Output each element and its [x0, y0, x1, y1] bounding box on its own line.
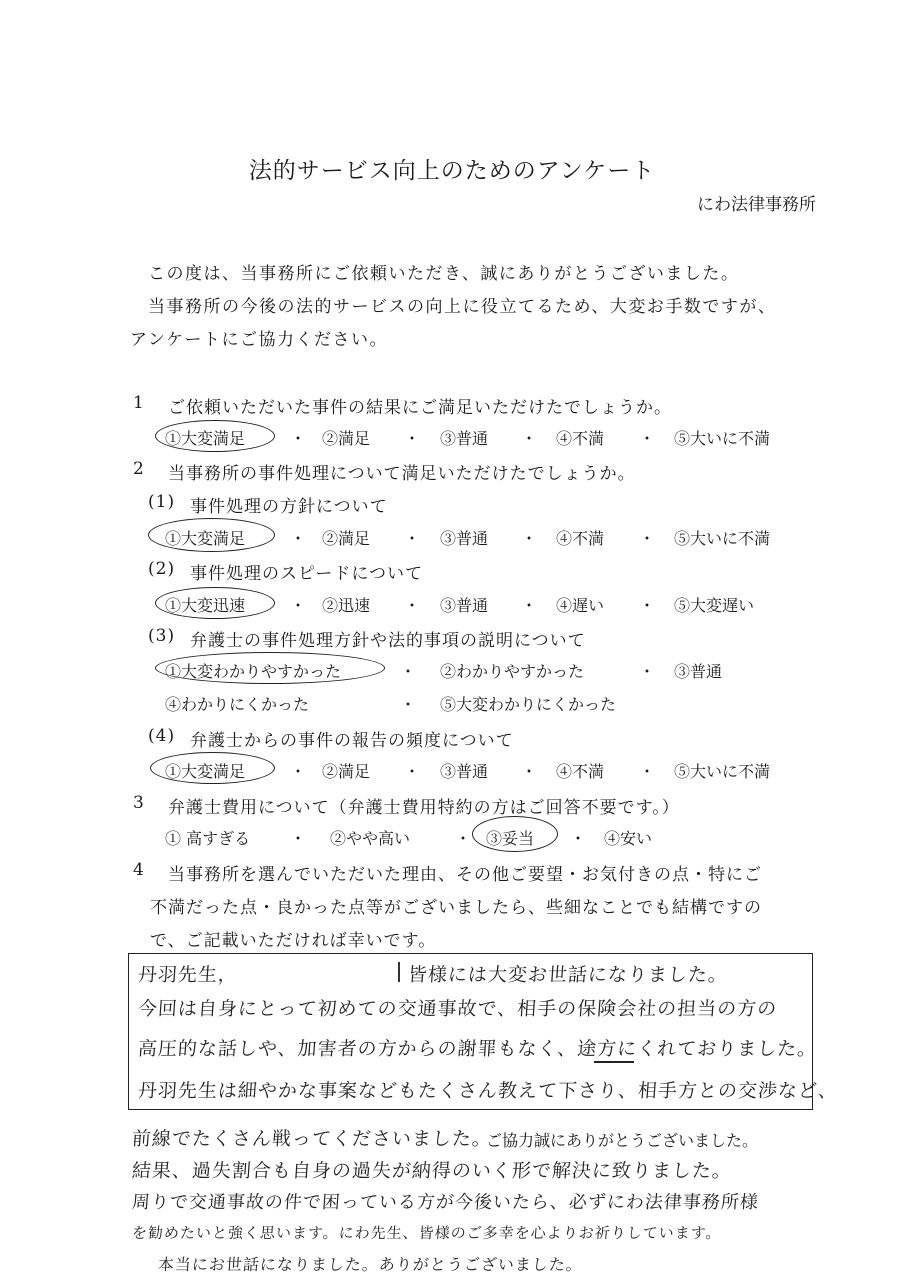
q2-sub3-option-1[interactable]: ①大変わかりやすかった	[165, 662, 342, 681]
q1-option-2[interactable]: ②満足	[322, 429, 371, 448]
q2-sub1-option-3[interactable]: ③普通	[440, 529, 489, 548]
comment-line-4: 高圧的な話しや、加害者の方からの謝罪もなく、途方にくれておりました。	[137, 1038, 818, 1060]
q1-option-1[interactable]: ①大変満足	[165, 429, 246, 448]
office-name: にわ法律事務所	[697, 195, 816, 215]
q2-sub1-option-1[interactable]: ①大変満足	[165, 529, 246, 548]
separator: ・	[404, 762, 421, 781]
q3-option-2[interactable]: ②やや高い	[330, 829, 411, 848]
q2-sub2-option-1[interactable]: ①大変迅速	[165, 596, 246, 615]
q4-line-1: 当事務所を選んでいただいた理由、その他ご要望・お気付きの点・特にご	[168, 865, 762, 885]
q2-sub2-option-4[interactable]: ④遅い	[556, 596, 605, 615]
comment-line-8: 周りで交通事故の件で困っている方が今後いたら、必ずにわ法律事務所様	[131, 1192, 760, 1213]
q2-sub1-selected-circle	[148, 518, 275, 552]
q2-sub4-selected-circle	[150, 752, 275, 784]
q1-option-4[interactable]: ④不満	[556, 429, 605, 448]
separator: ・	[290, 529, 307, 548]
q2-sub1-number: (1)	[148, 492, 176, 512]
comment-line-3: 今回は自身にとって初めての交通事故で、相手の保険会社の担当の方の	[137, 998, 778, 1020]
separator: ・	[400, 695, 417, 714]
q2-number: 2	[133, 459, 145, 479]
comment-line-2: 皆様には大変お世話になりました。	[407, 964, 729, 986]
q2-sub2-option-5[interactable]: ⑤大変遅い	[674, 596, 755, 615]
q1-text: ご依頼いただいた事件の結果にご満足いただけたでしょうか。	[168, 398, 672, 418]
q2-sub4-option-1[interactable]: ①大変満足	[165, 762, 246, 781]
separator: ・	[290, 762, 307, 781]
q2-sub4-text: 弁護士からの事件の報告の頻度について	[190, 731, 514, 751]
q4-line-2: 不満だった点・良かった点等がございましたら、些細なことでも結構ですの	[150, 898, 762, 918]
comment-line-1: 丹羽先生，	[137, 964, 239, 986]
q2-sub2-option-2[interactable]: ②迅速	[322, 596, 371, 615]
intro-line-3: アンケートにご協力ください。	[130, 330, 388, 350]
q2-sub2-text: 事件処理のスピードについて	[190, 564, 423, 584]
separator: ・	[639, 596, 656, 615]
q2-sub1-text: 事件処理の方針について	[190, 497, 388, 517]
separator: ・	[290, 829, 307, 848]
separator: ・	[639, 529, 656, 548]
separator: ・	[639, 429, 656, 448]
q1-option-5[interactable]: ⑤大いに不満	[674, 429, 771, 448]
q2-sub3-text: 弁護士の事件処理方針や法的事項の説明について	[190, 631, 586, 651]
q2-sub3-option-4[interactable]: ④わかりにくかった	[165, 695, 310, 714]
separator: ・	[400, 662, 417, 681]
separator: ・	[404, 429, 421, 448]
q2-sub4-option-2[interactable]: ②満足	[322, 762, 371, 781]
q2-sub3-option-3[interactable]: ③普通	[674, 662, 723, 681]
thanks-message: ご協力誠にありがとうございました。	[486, 1131, 759, 1150]
q2-sub4-option-3[interactable]: ③普通	[440, 762, 489, 781]
comment-line-5: 丹羽先生は細やかな事案などもたくさん教えて下さり、相手方との交渉など、	[137, 1080, 839, 1102]
q3-option-1[interactable]: ① 高すぎる	[165, 829, 251, 848]
q3-number: 3	[133, 793, 145, 813]
comment-line-6: 前線でたくさん戦ってくださいました。	[131, 1128, 493, 1150]
separator: ・	[404, 529, 421, 548]
q4-line-3: で、ご記載いただければ幸いです。	[150, 931, 437, 951]
separator: ・	[521, 529, 538, 548]
separator: ・	[290, 429, 307, 448]
separator: ・	[521, 762, 538, 781]
q2-sub3-option-5[interactable]: ⑤大変わかりにくかった	[440, 695, 617, 714]
separator: ・	[521, 429, 538, 448]
q3-option-3[interactable]: ③妥当	[486, 829, 535, 848]
q2-sub4-number: (4)	[148, 726, 176, 746]
comment-line-10: 本当にお世話になりました。ありがとうございました。	[157, 1255, 584, 1274]
separator: ・	[290, 596, 307, 615]
page-title: 法的サービス向上のためのアンケート	[248, 158, 656, 184]
q1-number: 1	[133, 393, 145, 413]
comment-underline	[594, 1061, 634, 1063]
redaction-mark	[398, 962, 400, 982]
q3-text: 弁護士費用について（弁護士費用特約の方はご回答不要です。）	[168, 798, 680, 818]
q3-selected-circle	[472, 816, 558, 852]
q2-sub3-number: (3)	[148, 626, 176, 646]
separator: ・	[639, 662, 656, 681]
separator: ・	[404, 596, 421, 615]
comment-line-7: 結果、過失割合も自身の過失が納得のいく形で解決に致りました。	[131, 1160, 733, 1182]
separator: ・	[455, 829, 472, 848]
comment-line-9: を勧めたいと強く思います。にわ先生、皆様のご多幸を心よりお祈りしています。	[131, 1224, 723, 1242]
q2-sub1-option-5[interactable]: ⑤大いに不満	[674, 529, 771, 548]
intro-line-2: 当事務所の今後の法的サービスの向上に役立てるため、大変お手数ですが、	[148, 297, 777, 317]
redacted-area	[312, 963, 396, 985]
separator: ・	[639, 762, 656, 781]
q2-sub1-option-2[interactable]: ②満足	[322, 529, 371, 548]
q2-sub2-option-3[interactable]: ③普通	[440, 596, 489, 615]
q2-sub4-option-4[interactable]: ④不満	[556, 762, 605, 781]
q4-number: 4	[133, 860, 145, 880]
q2-sub2-number: (2)	[148, 559, 176, 579]
q1-option-3[interactable]: ③普通	[440, 429, 489, 448]
separator: ・	[521, 596, 538, 615]
q2-sub2-selected-circle	[155, 587, 275, 619]
separator: ・	[570, 829, 587, 848]
q2-sub4-option-5[interactable]: ⑤大いに不満	[674, 762, 771, 781]
q2-sub3-option-2[interactable]: ②わかりやすかった	[440, 662, 585, 681]
intro-line-1: この度は、当事務所にご依頼いただき、誠にありがとうございました。	[148, 264, 740, 284]
q2-sub3-selected-circle	[155, 652, 385, 684]
q2-text: 当事務所の事件処理について満足いただけたでしょうか。	[168, 464, 636, 484]
q2-sub1-option-4[interactable]: ④不満	[556, 529, 605, 548]
q3-option-4[interactable]: ④安い	[604, 829, 653, 848]
q1-selected-circle	[155, 420, 275, 452]
